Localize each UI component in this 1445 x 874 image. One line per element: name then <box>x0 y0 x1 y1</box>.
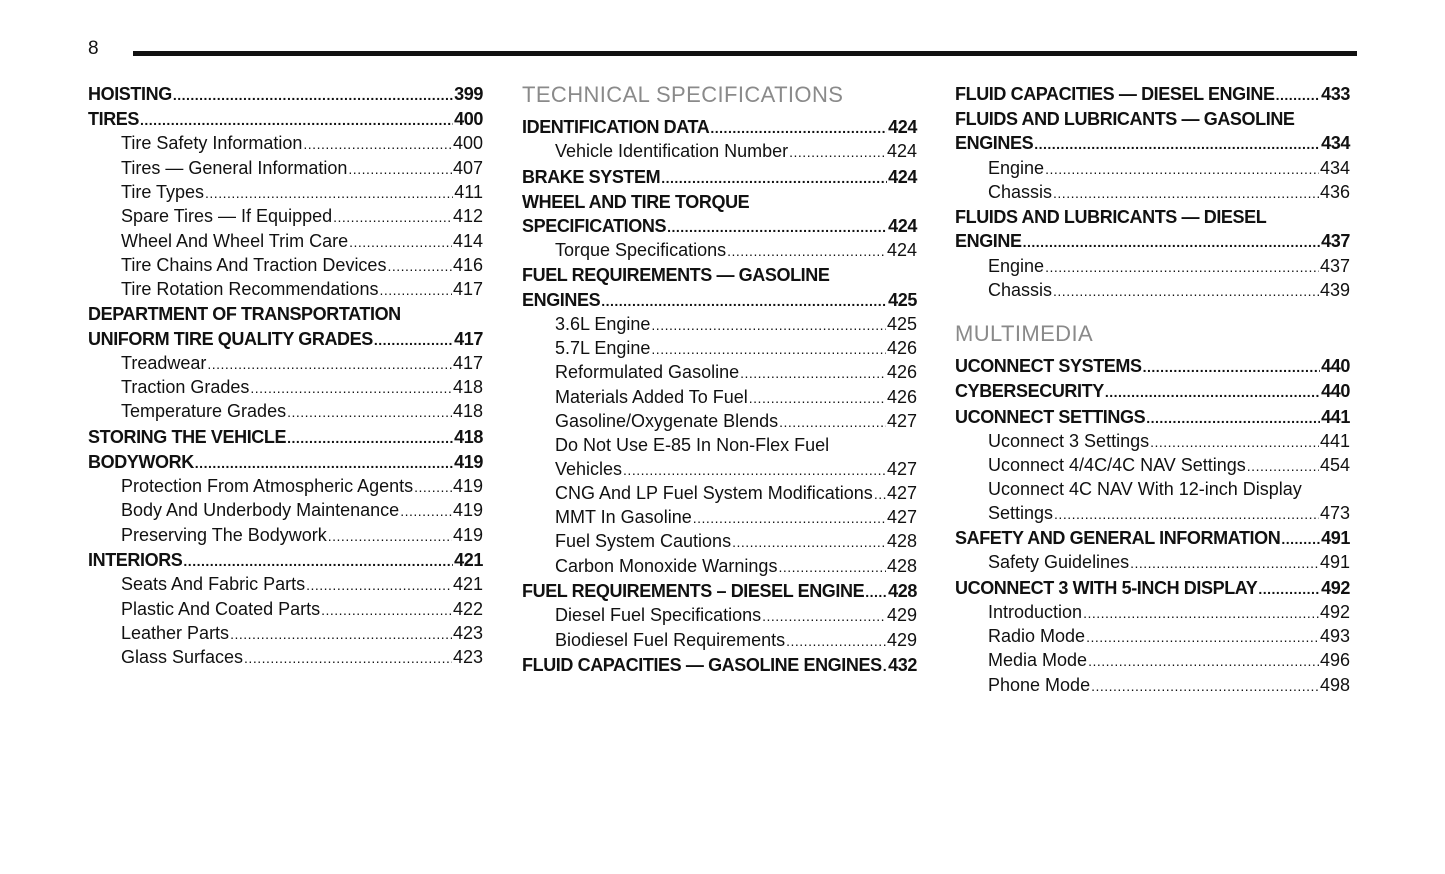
toc-subentry[interactable] <box>522 530 917 554</box>
toc-page-number: 422 <box>452 598 483 619</box>
toc-subentry[interactable] <box>88 622 483 646</box>
dot-leader <box>762 605 886 628</box>
dot-leader <box>710 116 887 140</box>
toc-page-number: 425 <box>888 289 917 310</box>
dot-leader <box>379 279 452 302</box>
toc-subentry[interactable] <box>522 140 917 164</box>
dot-leader <box>651 314 886 337</box>
toc-entry-title: SPECIFICATIONS <box>522 215 667 236</box>
toc-chapter-entry[interactable] <box>522 165 917 190</box>
toc-page-number: 440 <box>1321 381 1350 402</box>
toc-entry-label-line[interactable] <box>522 190 917 214</box>
toc-entry-title: Treadwear <box>121 352 207 373</box>
toc-entry-title: 3.6L Engine <box>555 313 651 334</box>
toc-page-number: 426 <box>886 362 917 383</box>
toc-page-number: 439 <box>1319 279 1350 300</box>
toc-chapter-entry[interactable] <box>522 288 917 313</box>
toc-entry-title: FUEL REQUIREMENTS – DIESEL ENGINE <box>522 581 865 602</box>
dot-leader <box>230 623 452 646</box>
dot-leader <box>195 451 453 475</box>
toc-entry-title: Vehicle Identification Number <box>555 141 789 162</box>
toc-subentry[interactable] <box>955 674 1350 698</box>
toc-subentry[interactable] <box>522 458 917 482</box>
toc-entry-title: BRAKE SYSTEM <box>522 166 661 187</box>
page-number: 8 <box>88 38 99 59</box>
header-rule <box>133 51 1357 56</box>
dot-leader <box>140 108 453 132</box>
toc-chapter-entry[interactable] <box>88 425 483 450</box>
toc-subentry[interactable] <box>522 386 917 410</box>
toc-subentry[interactable] <box>522 555 917 579</box>
toc-page-number: 429 <box>886 629 917 650</box>
toc-subentry[interactable] <box>522 337 917 361</box>
toc-subentry[interactable] <box>522 629 917 653</box>
toc-subentry[interactable] <box>522 410 917 434</box>
toc-chapter-entry[interactable] <box>955 82 1350 107</box>
dot-leader <box>693 507 886 530</box>
dot-leader <box>1247 455 1319 478</box>
toc-entry-label-line[interactable] <box>955 478 1350 501</box>
toc-subentry[interactable] <box>88 230 483 254</box>
toc-entry-title: Uconnect 3 Settings <box>988 430 1150 451</box>
toc-chapter-entry[interactable] <box>955 354 1350 379</box>
toc-chapter-entry[interactable] <box>88 107 483 132</box>
dot-leader <box>1053 280 1319 303</box>
toc-entry-title: Chassis <box>988 181 1053 202</box>
dot-leader <box>883 654 887 678</box>
toc-entry-label-line[interactable] <box>522 263 917 287</box>
dot-leader <box>333 206 452 229</box>
dot-leader <box>740 362 886 385</box>
dot-leader <box>287 426 453 450</box>
toc-entry-title: Preserving The Bodywork <box>121 524 327 545</box>
toc-page-number: 428 <box>888 581 917 602</box>
toc-entry-title: Torque Specifications <box>555 240 727 261</box>
toc-entry-title: FLUIDS AND LUBRICANTS — GASOLINE <box>955 109 1295 130</box>
toc-subentry[interactable] <box>88 524 483 548</box>
toc-page-number: 434 <box>1319 157 1350 178</box>
toc-entry-title: Media Mode <box>988 650 1088 671</box>
toc-subentry[interactable] <box>88 157 483 181</box>
toc-page-number: 427 <box>886 458 917 479</box>
toc-entry-title: Tire Chains And Traction Devices <box>121 254 387 275</box>
toc-page-number: 426 <box>886 386 917 407</box>
toc-entry-title: Glass Surfaces <box>121 647 244 668</box>
toc-page-number: 491 <box>1321 528 1350 548</box>
toc-chapter-entry[interactable] <box>522 115 917 140</box>
toc-page-number: 411 <box>454 182 483 202</box>
dot-leader <box>1091 675 1319 698</box>
toc-page-number: 433 <box>1321 84 1350 104</box>
toc-chapter-entry[interactable] <box>88 327 483 352</box>
toc-page-number: 498 <box>1319 674 1350 695</box>
toc-entry-title: UCONNECT SETTINGS <box>955 406 1146 427</box>
toc-entry-title: Fuel System Cautions <box>555 531 732 552</box>
dot-leader <box>244 647 452 670</box>
dot-leader <box>1086 626 1319 649</box>
toc-entry-title: Do Not Use E-85 In Non-Flex Fuel <box>555 435 830 456</box>
toc-column-2 <box>522 82 917 678</box>
dot-leader <box>183 549 453 573</box>
toc-subentry[interactable] <box>88 475 483 499</box>
toc-page-number: 436 <box>1319 181 1350 202</box>
toc-page-number: 496 <box>1319 650 1350 671</box>
toc-column-1 <box>88 82 483 670</box>
toc-entry-title: CYBERSECURITY <box>955 381 1104 402</box>
dot-leader <box>1045 256 1319 279</box>
toc-entry-label-line[interactable] <box>88 302 483 326</box>
toc-entry-title: Leather Parts <box>121 622 230 643</box>
toc-entry-title: Traction Grades <box>121 377 250 398</box>
toc-entry-title: ENGINE <box>955 231 1022 252</box>
dot-leader <box>328 525 452 548</box>
toc-page-number: 424 <box>888 166 917 187</box>
toc-page-number: 426 <box>886 338 917 359</box>
toc-page-number: 414 <box>452 230 483 251</box>
toc-page-number: 437 <box>1321 231 1350 252</box>
toc-entry-title: UCONNECT 3 WITH 5-INCH DISPLAY <box>955 577 1258 598</box>
dot-leader <box>727 240 886 263</box>
toc-page-number: 417 <box>452 352 483 373</box>
dot-leader <box>1146 406 1320 430</box>
toc-page-number: 492 <box>1321 577 1350 598</box>
toc-page-number: 492 <box>1319 601 1350 622</box>
toc-page-number: 424 <box>888 117 917 137</box>
toc-entry-title: Introduction <box>988 601 1083 622</box>
toc-page-number: 421 <box>454 550 483 571</box>
toc-subentry[interactable] <box>88 573 483 597</box>
toc-page-number: 423 <box>452 622 483 643</box>
toc-page-number: 427 <box>886 507 917 528</box>
toc-entry-label-line[interactable] <box>955 107 1350 131</box>
toc-page-number: 419 <box>454 451 483 472</box>
toc-entry-title: 5.7L Engine <box>555 338 651 359</box>
toc-subentry[interactable] <box>88 400 483 424</box>
toc-entry-title: Tires — General Information <box>121 157 348 178</box>
dot-leader <box>1258 577 1320 601</box>
toc-subentry[interactable] <box>88 499 483 523</box>
dot-leader <box>1045 158 1319 181</box>
toc-entry-title: Materials Added To Fuel <box>555 386 748 407</box>
dot-leader <box>387 255 452 278</box>
toc-entry-title: Gasoline/Oxygenate Blends <box>555 411 779 431</box>
dot-leader <box>374 328 453 352</box>
toc-page-number: 441 <box>1319 430 1350 451</box>
toc-entry-title: Uconnect 4/4C/4C NAV Settings <box>988 455 1246 476</box>
dot-leader <box>414 476 452 499</box>
toc-page-number: 425 <box>886 313 917 334</box>
toc-page-number: 417 <box>454 328 483 349</box>
toc-entry-title: Engine <box>988 255 1045 276</box>
toc-entry-title: SAFETY AND GENERAL INFORMATION <box>955 528 1281 548</box>
toc-page-number: 434 <box>1321 133 1350 154</box>
toc-page-number: 400 <box>452 133 483 154</box>
toc-page-number: 419 <box>452 524 483 545</box>
toc-column-3 <box>955 82 1350 698</box>
toc-subentry[interactable] <box>88 181 483 205</box>
toc-page-number: 432 <box>888 654 917 675</box>
toc-page-number: 437 <box>1319 255 1350 276</box>
dot-leader <box>865 580 887 604</box>
toc-page-number: 491 <box>1319 552 1350 573</box>
toc-subentry[interactable] <box>522 361 917 385</box>
toc-page-number: 427 <box>886 482 917 503</box>
dot-leader <box>349 231 452 254</box>
toc-entry-title: ENGINES <box>955 133 1034 154</box>
dot-leader <box>661 166 887 190</box>
toc-entry-title: CNG And LP Fuel System Modifications <box>555 482 873 503</box>
toc-page-number: 441 <box>1321 406 1350 427</box>
toc-subentry[interactable] <box>88 205 483 229</box>
toc-page-number: 428 <box>886 531 917 552</box>
toc-page-number: 429 <box>886 605 917 626</box>
toc-page-number: 440 <box>1321 356 1350 377</box>
dot-leader <box>287 401 452 424</box>
toc-subentry[interactable] <box>522 239 917 263</box>
toc-page-number: 493 <box>1319 626 1350 646</box>
toc-entry-title: ENGINES <box>522 289 601 310</box>
section-heading: TECHNICAL SPECIFICATIONS <box>522 82 844 107</box>
toc-entry-title: Protection From Atmospheric Agents <box>121 476 414 497</box>
toc-entry-title: FLUID CAPACITIES — GASOLINE ENGINES <box>522 654 882 675</box>
dot-leader <box>667 215 887 239</box>
toc-subentry[interactable] <box>88 278 483 302</box>
toc-chapter-entry[interactable] <box>88 82 483 107</box>
toc-subentry[interactable] <box>955 454 1350 478</box>
toc-page-number: 424 <box>888 215 917 236</box>
toc-subentry[interactable] <box>955 551 1350 575</box>
toc-page-number: 399 <box>454 84 483 104</box>
dot-leader <box>1054 503 1319 526</box>
toc-entry-title: Radio Mode <box>988 626 1086 646</box>
dot-leader <box>321 599 452 622</box>
toc-page-number: 400 <box>454 109 483 130</box>
toc-chapter-entry[interactable] <box>955 576 1350 601</box>
toc-chapter-entry[interactable] <box>88 450 483 475</box>
dot-leader <box>1083 602 1319 625</box>
toc-chapter-entry[interactable] <box>88 548 483 573</box>
dot-leader <box>779 411 886 434</box>
toc-page-number: 417 <box>452 279 483 300</box>
toc-subentry[interactable] <box>522 604 917 628</box>
toc-subentry[interactable] <box>522 313 917 337</box>
toc-entry-title: Safety Guidelines <box>988 552 1130 573</box>
toc-subentry[interactable] <box>88 376 483 400</box>
dot-leader <box>1105 380 1320 404</box>
toc-entry-title: Temperature Grades <box>121 401 287 422</box>
toc-chapter-entry[interactable] <box>522 579 917 604</box>
dot-leader <box>1088 650 1319 673</box>
dot-leader <box>205 182 453 205</box>
toc-entry-title: TIRES <box>88 109 140 130</box>
toc-subentry[interactable] <box>955 255 1350 279</box>
dot-leader <box>348 158 452 181</box>
toc-entry-title: Chassis <box>988 279 1053 300</box>
toc-entry-title: MMT In Gasoline <box>555 507 692 528</box>
toc-page-number: 454 <box>1319 455 1350 476</box>
toc-entry-title: UCONNECT SYSTEMS <box>955 356 1142 377</box>
toc-chapter-entry[interactable] <box>522 653 917 678</box>
toc-entry-title: Engine <box>988 157 1045 178</box>
dot-leader <box>601 289 887 313</box>
toc-subentry[interactable] <box>88 646 483 670</box>
dot-leader <box>732 531 886 554</box>
dot-leader <box>306 574 452 597</box>
toc-entry-title: Tire Safety Information <box>121 133 303 154</box>
toc-subentry[interactable] <box>955 181 1350 205</box>
toc-entry-title: Body And Underbody Maintenance <box>121 500 400 521</box>
toc-page-number: 424 <box>886 240 917 261</box>
toc-page-number: 421 <box>452 574 483 595</box>
toc-subentry[interactable] <box>955 601 1350 625</box>
toc-entry-title: HOISTING <box>88 84 172 104</box>
toc-entry-title: DEPARTMENT OF TRANSPORTATION <box>88 304 401 325</box>
toc-page-number: 427 <box>886 411 917 431</box>
toc-entry-title: Wheel And Wheel Trim Care <box>121 230 349 251</box>
toc-entry-title: FUEL REQUIREMENTS — GASOLINE <box>522 265 830 286</box>
toc-entry-title: Tire Rotation Recommendations <box>121 279 379 300</box>
toc-subentry[interactable] <box>955 279 1350 303</box>
toc-entry-title: Diesel Fuel Specifications <box>555 605 762 626</box>
dot-leader <box>1150 431 1319 454</box>
dot-leader <box>173 83 453 107</box>
dot-leader <box>1023 230 1321 254</box>
dot-leader <box>250 377 452 400</box>
toc-entry-title: IDENTIFICATION DATA <box>522 117 710 137</box>
toc-entry-label-line[interactable] <box>522 434 917 457</box>
toc-page-number: 418 <box>452 401 483 422</box>
dot-leader <box>623 459 886 482</box>
toc-subentry[interactable] <box>955 157 1350 181</box>
dot-leader <box>1034 132 1320 156</box>
toc-entry-title: Carbon Monoxide Warnings <box>555 555 778 576</box>
toc-subentry[interactable] <box>955 649 1350 673</box>
toc-page-number: 412 <box>452 206 483 227</box>
toc-page-number: 418 <box>454 426 483 447</box>
dot-leader <box>1143 355 1321 379</box>
dot-leader <box>303 133 452 156</box>
toc-page-number: 428 <box>886 555 917 576</box>
toc-entry-title: UNIFORM TIRE QUALITY GRADES <box>88 328 373 349</box>
toc-entry-title: Settings <box>988 502 1054 523</box>
toc-subentry[interactable] <box>955 502 1350 526</box>
dot-leader <box>749 387 886 410</box>
toc-entry-title: Vehicles <box>555 458 623 479</box>
dot-leader <box>400 500 452 523</box>
toc-entry-title: STORING THE VEHICLE <box>88 426 287 447</box>
dot-leader <box>1276 83 1321 107</box>
toc-chapter-entry[interactable] <box>955 229 1350 254</box>
dot-leader <box>778 556 886 579</box>
dot-leader <box>1130 552 1319 575</box>
toc-entry-title: Tire Types <box>121 182 205 202</box>
toc-page-number: 419 <box>452 500 483 521</box>
toc-entry-title: INTERIORS <box>88 550 183 571</box>
toc-entry-title: FLUID CAPACITIES — DIESEL ENGINE <box>955 84 1275 104</box>
toc-entry-title: Uconnect 4C NAV With 12-inch Display <box>988 479 1302 500</box>
toc-subentry[interactable] <box>88 132 483 156</box>
toc-chapter-entry[interactable] <box>955 131 1350 156</box>
toc-subentry[interactable] <box>955 625 1350 649</box>
toc-entry-title: Plastic And Coated Parts <box>121 598 321 619</box>
toc-entry-title: Reformulated Gasoline <box>555 362 740 383</box>
dot-leader <box>1281 527 1320 551</box>
toc-page-number: 416 <box>452 254 483 275</box>
toc-page-number: 418 <box>452 377 483 398</box>
toc-subentry[interactable] <box>88 598 483 622</box>
toc-entry-title: FLUIDS AND LUBRICANTS — DIESEL <box>955 207 1267 228</box>
toc-entry-title: Phone Mode <box>988 674 1091 695</box>
toc-subentry[interactable] <box>522 506 917 530</box>
toc-subentry[interactable] <box>88 352 483 376</box>
dot-leader <box>1053 182 1319 205</box>
toc-entry-title: WHEEL AND TIRE TORQUE <box>522 191 750 212</box>
toc-subentry[interactable] <box>522 482 917 506</box>
toc-chapter-entry[interactable] <box>522 214 917 239</box>
toc-page-number: 407 <box>452 157 483 178</box>
toc-page-number: 419 <box>452 476 483 497</box>
toc-chapter-entry[interactable] <box>955 526 1350 551</box>
dot-leader <box>651 338 886 361</box>
toc-entry-title: Spare Tires — If Equipped <box>121 206 333 227</box>
dot-leader <box>874 483 886 506</box>
toc-entry-title: Biodiesel Fuel Requirements <box>555 629 786 650</box>
toc-page-number: 423 <box>452 647 483 668</box>
dot-leader <box>789 141 886 164</box>
toc-chapter-entry[interactable] <box>955 379 1350 404</box>
toc-subentry[interactable] <box>955 430 1350 454</box>
dot-leader <box>207 353 452 376</box>
toc-entry-title: BODYWORK <box>88 451 194 472</box>
toc-entry-title: Seats And Fabric Parts <box>121 574 306 595</box>
section-heading: MULTIMEDIA <box>955 321 1094 347</box>
toc-entry-label-line[interactable] <box>955 205 1350 229</box>
toc-page-number: 473 <box>1319 502 1350 523</box>
toc-page-number: 424 <box>886 141 917 162</box>
toc-chapter-entry[interactable] <box>955 405 1350 430</box>
dot-leader <box>786 630 886 653</box>
toc-subentry[interactable] <box>88 254 483 278</box>
